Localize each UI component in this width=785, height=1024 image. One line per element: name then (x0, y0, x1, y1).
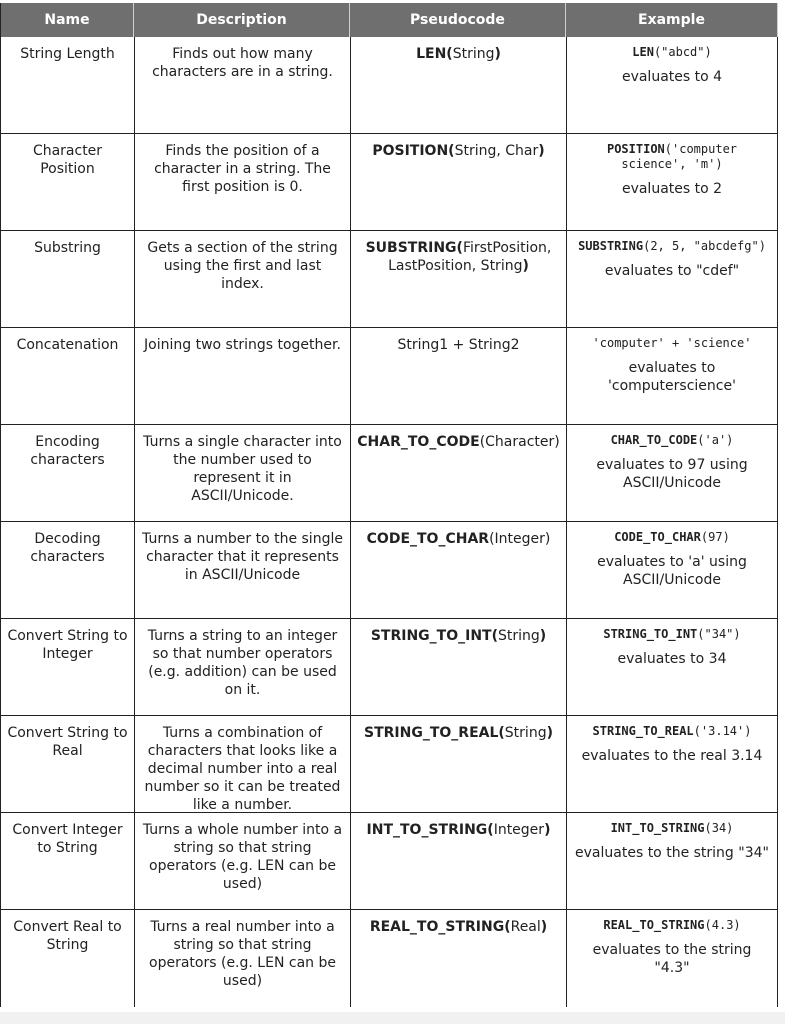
example-arguments: (34) (704, 821, 734, 835)
table-row (0, 813, 778, 910)
example-arguments: ('a') (697, 433, 734, 447)
example-keyword: STRING_TO_INT (603, 627, 698, 641)
pseudocode-close: ) (546, 725, 553, 741)
function-description: Turns a whole number into a string so that string operators (e.g. LEN can be used) (134, 813, 350, 910)
example-result: evaluates to 'a' using ASCII/Unicode (597, 554, 747, 588)
pseudocode-keyword: CHAR_TO_CODE (357, 434, 480, 450)
example-keyword: CHAR_TO_CODE (610, 433, 698, 447)
pseudocode-arguments: String1 + String2 (397, 337, 520, 353)
example-code (573, 530, 771, 545)
function-description: Turns a number to the single character that it represents in ASCII/Unicode (134, 522, 350, 619)
function-example (566, 813, 778, 910)
function-pseudocode (350, 522, 566, 619)
page-bottom-strip (0, 1012, 785, 1024)
pseudocode-arguments: Real (510, 919, 541, 935)
function-pseudocode (350, 716, 566, 813)
example-arguments: (4.3) (704, 918, 741, 932)
example-code (573, 336, 771, 351)
function-name: Encoding characters (0, 425, 134, 522)
example-code (573, 627, 771, 642)
example-code (573, 724, 771, 739)
pseudocode-keyword: CODE_TO_CHAR (366, 531, 490, 547)
pseudocode-arguments: (Integer) (489, 531, 551, 547)
function-pseudocode (350, 328, 566, 425)
function-description: Turns a single character into the number used to represent it in ASCII/Unicode. (134, 425, 350, 522)
function-example (566, 37, 778, 134)
example-code (573, 821, 771, 836)
pseudocode-keyword: REAL_TO_STRING( (369, 919, 511, 935)
pseudocode-close: ) (544, 822, 551, 838)
function-description: Turns a real number into a string so that string operators (e.g. LEN can be used) (134, 910, 350, 1007)
example-arguments: 'computer' + 'science' (592, 336, 752, 350)
function-description: Finds the position of a character in a string. The first position is 0. (134, 134, 350, 231)
function-name: Convert Real to String (0, 910, 134, 1007)
function-example (566, 134, 778, 231)
function-name: Character Position (0, 134, 134, 231)
function-example (566, 910, 778, 1007)
example-result: evaluates to 2 (621, 181, 723, 197)
pseudocode-keyword: SUBSTRING( (365, 240, 463, 256)
function-example (566, 716, 778, 813)
function-example (566, 425, 778, 522)
pseudocode-arguments: String (452, 46, 495, 62)
pseudocode-arguments: String, Char (454, 143, 539, 159)
example-result: evaluates to "cdef" (604, 263, 740, 279)
example-result: evaluates to 97 using ASCII/Unicode (596, 457, 748, 491)
function-name: Convert String to Real (0, 716, 134, 813)
pseudocode-arguments: String (497, 628, 540, 644)
function-example (566, 619, 778, 716)
example-code (573, 433, 771, 448)
header-example: Example (566, 3, 778, 37)
pseudocode-keyword: STRING_TO_REAL( (364, 725, 505, 741)
function-description: Turns a string to an integer so that number operators (e.g. addition) can be used on it. (134, 619, 350, 716)
table-row (0, 425, 778, 522)
function-example (566, 328, 778, 425)
example-arguments: (2, 5, "abcdefg") (643, 239, 766, 253)
function-pseudocode (350, 813, 566, 910)
example-result: evaluates to the string "4.3" (592, 942, 752, 976)
example-keyword: SUBSTRING (578, 239, 644, 253)
function-description: Turns a combination of characters that looks like a decimal number into a real number so it can be treated like a number. (134, 716, 350, 813)
function-name: String Length (0, 37, 134, 134)
pseudocode-close: ) (522, 258, 529, 274)
example-result: evaluates to the string "34" (575, 845, 769, 861)
table-row (0, 328, 778, 425)
example-keyword: INT_TO_STRING (610, 821, 705, 835)
table-row (0, 37, 778, 134)
function-description: Gets a section of the string using the first and last index. (134, 231, 350, 328)
table-row (0, 619, 778, 716)
example-arguments: ("abcd") (653, 45, 712, 59)
function-pseudocode (350, 231, 566, 328)
pseudocode-keyword: INT_TO_STRING( (366, 822, 494, 838)
table-row (0, 910, 778, 1007)
pseudocode-close: ) (539, 628, 547, 644)
pseudocode-arguments: (Character) (479, 434, 560, 450)
example-code (573, 45, 771, 60)
function-pseudocode (350, 37, 566, 134)
example-arguments: (97) (700, 530, 730, 544)
example-arguments: ("34") (697, 627, 741, 641)
example-result: evaluates to 34 (617, 651, 727, 667)
example-result: evaluates to 'computerscience' (608, 360, 736, 394)
example-code (573, 142, 771, 172)
example-keyword: CODE_TO_CHAR (614, 530, 701, 544)
table-row (0, 522, 778, 619)
function-description: Finds out how many characters are in a string. (134, 37, 350, 134)
function-pseudocode (350, 425, 566, 522)
pseudocode-keyword: STRING_TO_INT( (370, 628, 498, 644)
function-example (566, 522, 778, 619)
example-keyword: STRING_TO_REAL (592, 724, 694, 738)
pseudocode-arguments: FirstPosition, LastPosition, String (388, 240, 552, 274)
function-name: Convert String to Integer (0, 619, 134, 716)
header-name: Name (0, 3, 134, 37)
pseudocode-keyword: POSITION( (372, 143, 455, 159)
example-arguments: ('computer science', 'm') (621, 142, 738, 171)
header-pseudocode: Pseudocode (350, 3, 566, 37)
pseudocode-close: ) (538, 143, 545, 159)
example-code (573, 239, 771, 254)
example-keyword: POSITION (606, 142, 665, 156)
function-description: Joining two strings together. (134, 328, 350, 425)
table-row (0, 231, 778, 328)
header-description: Description (134, 3, 350, 37)
pseudocode-close: ) (494, 46, 501, 62)
pseudocode-close: ) (540, 919, 548, 935)
pseudocode-arguments: String (504, 725, 547, 741)
example-arguments: ('3.14') (693, 724, 752, 738)
example-keyword: LEN (632, 45, 654, 59)
function-pseudocode (350, 619, 566, 716)
function-name: Convert Integer to String (0, 813, 134, 910)
table-header (0, 3, 778, 37)
pseudocode-arguments: Integer (493, 822, 545, 838)
function-name: Substring (0, 231, 134, 328)
function-name: Decoding characters (0, 522, 134, 619)
function-example (566, 231, 778, 328)
function-name: Concatenation (0, 328, 134, 425)
function-pseudocode (350, 910, 566, 1007)
example-keyword: REAL_TO_STRING (603, 918, 705, 932)
example-result: evaluates to 4 (621, 69, 723, 85)
table-row (0, 716, 778, 813)
example-result: evaluates to the real 3.14 (581, 748, 763, 764)
table-row (0, 134, 778, 231)
pseudocode-keyword: LEN( (416, 46, 453, 62)
example-code (573, 918, 771, 933)
function-pseudocode (350, 134, 566, 231)
